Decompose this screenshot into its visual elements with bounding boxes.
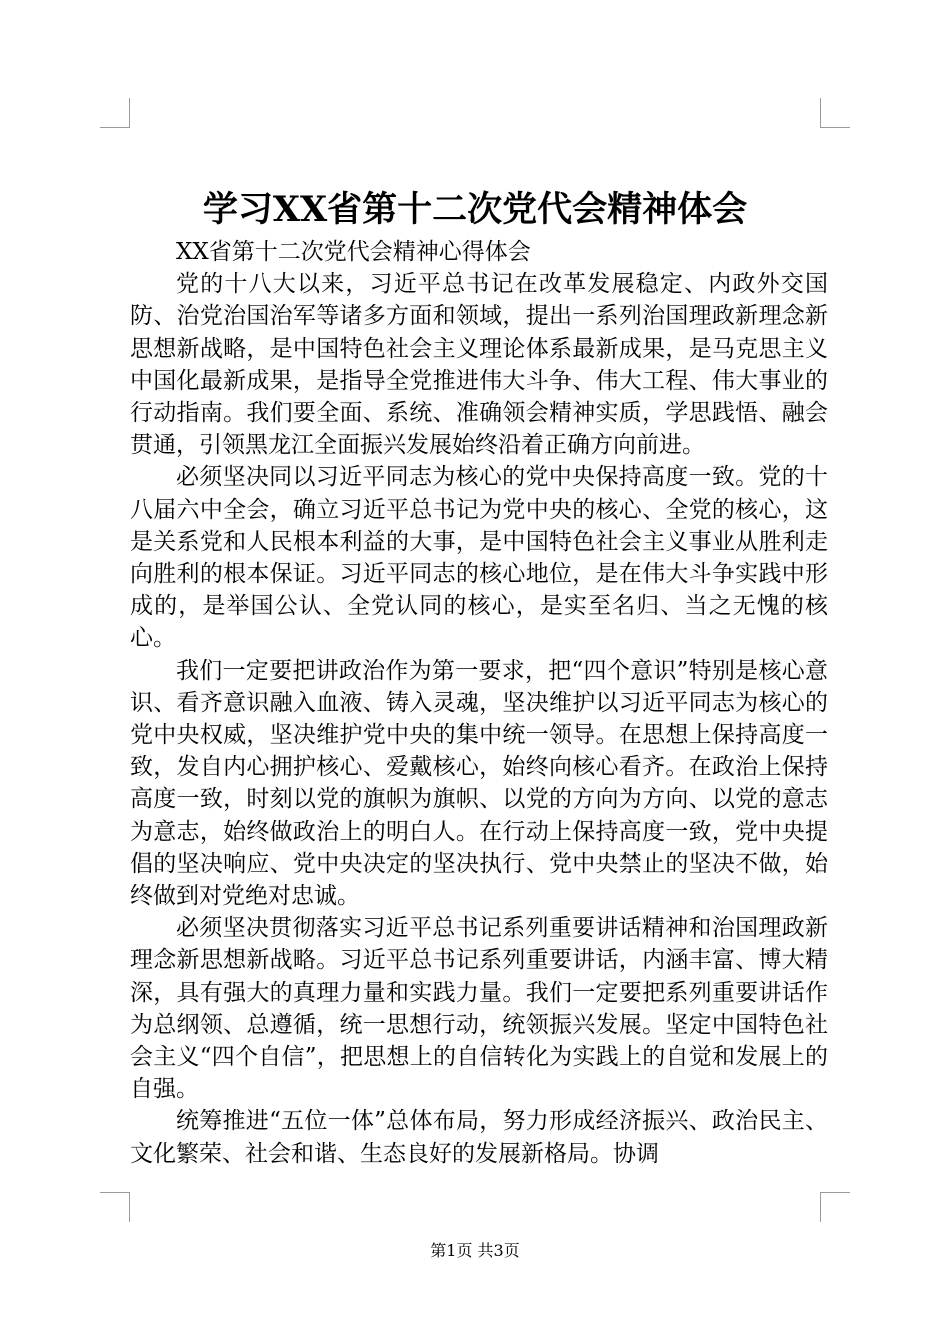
paragraph: 党的十八大以来，习近平总书记在改革发展稳定、内政外交国防、治党治国治军等诸多方面和领域，提出一系列治国理政新理念新思想新战略，是中国特色社会主义理论体系最新成果，是马克思主义中国化最新成果，是指导全党推进伟大斗争、伟大工程、伟大事业的行动指南。我们要全面、系统、准确领会精神实质，学思践悟、融会贯通，引领黑龙江全面振兴发展始终沿着正确方向前进。 — [130, 271, 828, 459]
crop-mark — [820, 1192, 850, 1193]
paragraph: 必须坚决同以习近平同志为核心的党中央保持高度一致。党的十八届六中全会，确立习近平总书记为党中央的核心、全党的核心，这是关系党和人民根本利益的大事，是中国特色社会主义事业从胜利走向胜利的根本保证。习近平同志的核心地位，是在伟大斗争实践中形成的，是举国公认、全党认同的核心，是实至名归、当之无愧的核心。 — [130, 464, 828, 652]
crop-mark — [129, 98, 130, 128]
paragraph: 我们一定要把讲政治作为第一要求，把“四个意识”特别是核心意识、看齐意识融入血液、铸入灵魂，坚决维护以习近平同志为核心的党中央权威，坚决维护党中央的集中统一领导。在思想上保持高度一致，发自内心拥护核心、爱戴核心，始终向核心看齐。在政治上保持高度一致，时刻以党的旗帜为旗帜、以党的方向为方向、以党的意志为意志，始终做政治上的明白人。在行动上保持高度一致，党中央提倡的坚决响应、党中央决定的坚决执行、党中央禁止的坚决不做，始终做到对党绝对忠诚。 — [130, 657, 828, 910]
crop-mark — [129, 1192, 130, 1222]
crop-mark — [820, 98, 821, 128]
document-subtitle: XX省第十二次党代会精神心得体会 — [176, 239, 531, 265]
document-title: 学习XX省第十二次党代会精神体会 — [202, 189, 748, 230]
document-body — [130, 236, 828, 1170]
page-number: 第1页 共3页 — [430, 1241, 520, 1260]
paragraph: 统筹推进“五位一体”总体布局，努力形成经济振兴、政治民主、文化繁荣、社会和谐、生态良好的发展新格局。协调 — [130, 1108, 828, 1167]
crop-mark — [100, 1192, 130, 1193]
crop-mark — [820, 1192, 821, 1222]
paragraph: 必须坚决贯彻落实习近平总书记系列重要讲话精神和治国理政新理念新思想新战略。习近平总书记系列重要讲话，内涵丰富、博大精深，具有强大的真理力量和实践力量。我们一定要把系列重要讲话作为总纲领、总遵循，统一思想行动，统领振兴发展。坚定中国特色社会主义“四个自信”，把思想上的自信转化为实践上的自觉和发展上的自强。 — [130, 915, 828, 1103]
crop-mark — [100, 127, 130, 128]
crop-mark — [820, 127, 850, 128]
